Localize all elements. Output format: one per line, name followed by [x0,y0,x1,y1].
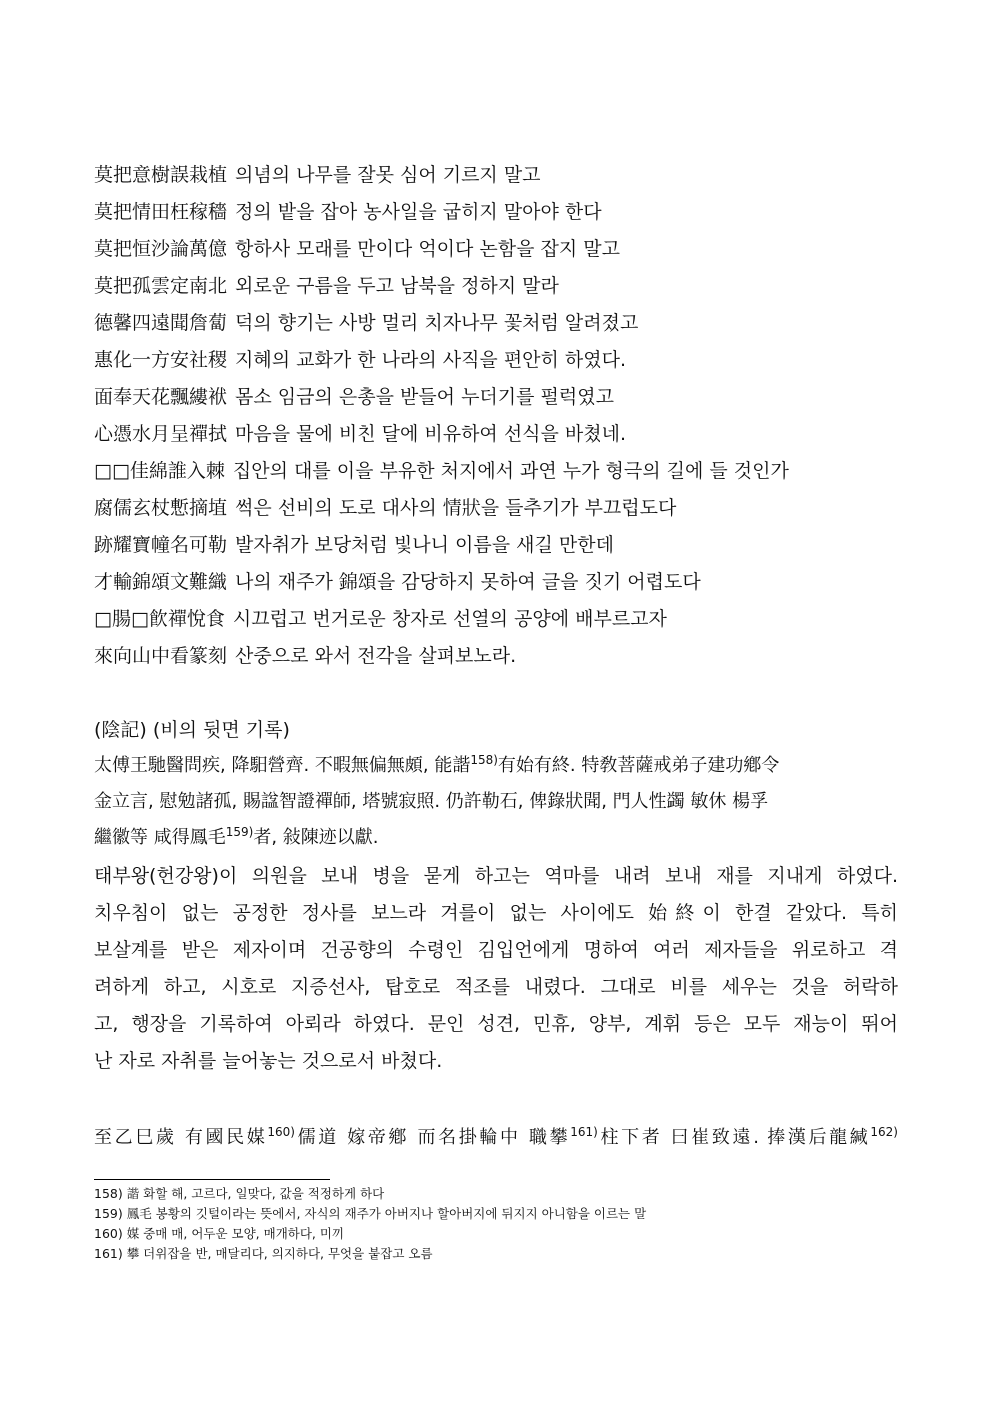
verse-hanja: 面奉天花飄縷袱 [94,386,228,408]
hanja-text: 者, 敍陳迹以獻. [253,827,379,848]
korean-line: 치우침이 없는 공정한 정사를 보느라 겨를이 없는 사이에도 始終이 한결 같았다. 특히 [94,902,898,924]
korean-line: 난 자로 자취를 늘어놓는 것으로서 바쳤다. [94,1050,443,1072]
verse-hanja: □腸□飮禪悅食 [94,608,225,630]
verse-line [94,268,914,305]
footnote: 159) 鳳毛 봉황의 깃털이라는 뜻에서, 자식의 재주가 아버지나 할아버지에 뒤지지 아니함을 이르는 말 [94,1206,647,1221]
footnote-ref: 159) [225,825,254,839]
verse-korean: 몸소 임금의 은총을 받들어 누더기를 펄럭였고 [235,386,614,408]
verse-korean: 산중으로 와서 전각을 살펴보노라. [235,645,517,667]
korean-paragraph [94,858,898,1080]
verse-line [94,638,914,675]
verse-korean: 항하사 모래를 만이다 억이다 논함을 잡지 말고 [235,238,620,260]
korean-line: 보살계를 받은 제자이며 건공향의 수령인 김입언에게 명하여 여러 제자들을 위로하고 격 [94,939,898,961]
verse-hanja: 莫把意樹誤栽植 [94,164,228,186]
verse-hanja: 莫把孤雲定南北 [94,275,228,297]
verse-line [94,601,914,638]
footnote: 161) 攀 더위잡을 반, 매달리다, 의지하다, 무엇을 붙잡고 오름 [94,1246,433,1261]
hanja-paragraph [94,748,898,856]
verse-line [94,157,914,194]
hanja-text: 柱下者 曰崔致遠. 捧漢后龍緘 [597,1127,871,1148]
hanja-line [94,1120,898,1156]
footnote-ref: 160) [267,1125,295,1139]
verse-korean: 집안의 대를 이을 부유한 처지에서 과연 누가 형극의 길에 들 것인가 [232,460,789,482]
footnotes [94,1184,914,1264]
verse-hanja: 跡耀寶幢名可勒 [94,534,228,556]
verse-korean: 지혜의 교화가 한 나라의 사직을 편안히 하였다. [235,349,627,371]
footnote-ref: 161) [570,1125,598,1139]
verse-korean: 마음을 물에 비친 달에 비유하여 선식을 바쳤네. [235,423,627,445]
verse-line [94,194,914,231]
verse-line [94,416,914,453]
verse-hanja: 德馨四遠聞詹蔔 [94,312,228,334]
verse-korean: 덕의 향기는 사방 멀리 치자나무 꽃처럼 알려졌고 [235,312,639,334]
hanja-text: 有始有終. 特敎菩薩戒弟子建功鄕令 [497,755,780,776]
footnote-ref: 158) [470,753,498,767]
verse-korean: 시끄럽고 번거로운 창자로 선열의 공양에 배부르고자 [232,608,667,630]
verse-korean: 썩은 선비의 도로 대사의 情狀을 들추기가 부끄럽도다 [235,497,677,519]
verse-korean: 의념의 나무를 잘못 심어 기르지 말고 [235,164,541,186]
hanja-text: 繼徽等 咸得鳳毛 [94,827,226,848]
hanja-text: 太傅王馳醫問疾, 降馹營齊. 不暇無偏無頗, 能諧 [94,755,471,776]
verse-hanja: 莫把情田枉稼穡 [94,201,228,223]
verse-hanja: □□佳綿誰入棘 [94,460,225,482]
korean-line: 려하게 하고, 시호로 지증선사, 탑호로 적조를 내렸다. 그대로 비를 세우는 것을 허락하 [94,976,898,998]
verse-korean: 정의 밭을 잡아 농사일을 굽히지 말아야 한다 [235,201,602,223]
section-title: (陰記) (비의 뒷면 기록) [94,719,290,741]
verse-line [94,305,914,342]
hanja-text: 至乙巳歲 有國民媒 [94,1127,268,1148]
verse-hanja: 腐儒玄杖慙摘埴 [94,497,228,519]
verse-hanja: 才輸錦頌文難織 [94,571,228,593]
verse-line [94,490,914,527]
korean-line: 태부왕(헌강왕)이 의원을 보내 병을 묻게 하고는 역마를 내려 보내 재를 지내게 하였다. [94,865,898,887]
verse-hanja: 來向山中看篆刻 [94,645,228,667]
hanja-line [94,820,898,856]
verse-line [94,379,914,416]
verse-line [94,527,914,564]
hanja-text: 儒道 嫁帝鄕 而名掛輪中 職攀 [294,1127,571,1148]
verse-hanja: 心憑水月呈禪拭 [94,423,228,445]
verse-line [94,453,914,490]
verse-korean: 나의 재주가 錦頌을 감당하지 못하여 글을 짓기 어렵도다 [235,571,701,593]
verse-block [94,157,914,675]
verse-korean: 외로운 구름을 두고 남북을 정하지 말라 [235,275,559,297]
hanja-line [94,748,898,784]
verse-line [94,564,914,601]
verse-korean: 발자취가 보당처럼 빛나니 이름을 새길 만한데 [235,534,614,556]
verse-hanja: 惠化一方安社稷 [94,349,228,371]
footnote: 158) 諧 화할 해, 고르다, 일맞다, 값을 적정하게 하다 [94,1186,385,1201]
footnote-divider [94,1179,330,1180]
verse-line [94,342,914,379]
footnote-ref: 162) [870,1125,898,1139]
verse-hanja: 莫把恒沙論萬億 [94,238,228,260]
korean-line: 고, 행장을 기록하여 아뢰라 하였다. 문인 성견, 민휴, 양부, 계휘 등은 모두 재능이 뛰어 [94,1013,898,1035]
hanja-line: 金立言, 慰勉諸孤, 賜諡智證禪師, 塔號寂照. 仍許勒石, 俾錄狀聞, 門人性蠲 敏休 楊孚 [94,791,769,812]
verse-line [94,231,914,268]
footnote: 160) 媒 중매 매, 어두운 모양, 매개하다, 미끼 [94,1226,345,1241]
